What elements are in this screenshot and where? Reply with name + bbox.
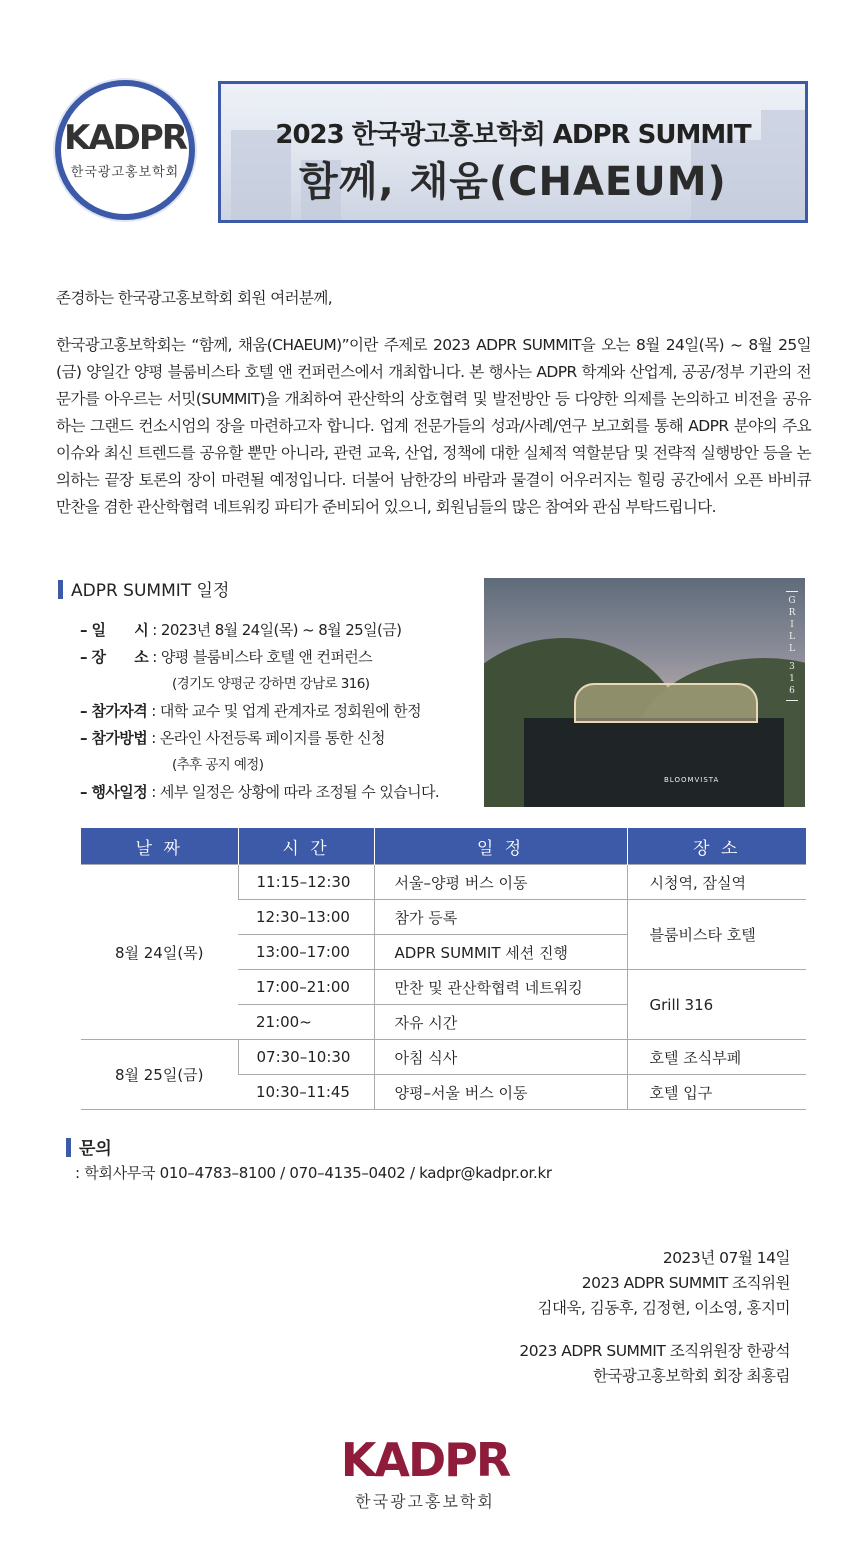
contact-heading: 문의	[66, 1134, 112, 1159]
signature-leaders	[519, 1339, 790, 1389]
venue-glass-pavilion	[574, 683, 758, 723]
committee-title: 2023 ADPR SUMMIT 조직위원	[581, 1274, 790, 1292]
event-title: 2023 한국광고홍보학회 ADPR SUMMIT	[275, 120, 751, 150]
header-time: 시 간	[238, 828, 374, 865]
table-row	[81, 865, 806, 900]
row-event: 서울–양평 버스 이동	[374, 865, 627, 900]
grill-sign: G R I L L 3 1 6	[785, 588, 799, 704]
row-time: 10:30–11:45	[238, 1075, 374, 1110]
row-place: Grill 316	[627, 970, 806, 1040]
row-event: 자유 시간	[374, 1005, 627, 1040]
row-time: 21:00~	[238, 1005, 374, 1040]
row-time: 11:15–12:30	[238, 865, 374, 900]
footer-logo-subtitle: 한국광고홍보학회	[355, 1492, 495, 1511]
contact-info: : 학회사무국 010–4783–8100 / 070–4135–0402 / kadpr@kadpr.or.kr	[75, 1164, 552, 1182]
logo-subtitle: 한국광고홍보학회	[70, 164, 180, 180]
row-event: ADPR SUMMIT 세션 진행	[374, 935, 627, 970]
kadpr-logo-badge	[55, 80, 195, 220]
greeting: 존경하는 한국광고홍보학회 회원 여러분께,	[56, 289, 333, 307]
row-time: 17:00–21:00	[238, 970, 374, 1005]
table-row	[81, 1040, 806, 1075]
heading-bar	[66, 1138, 71, 1157]
row-time: 13:00–17:00	[238, 935, 374, 970]
row-event: 참가 등록	[374, 900, 627, 935]
detail-date: – 일 시 : 2023년 8월 24일(목) ~ 8월 25일(금)	[80, 621, 402, 639]
detail-venue-address: (경기도 양평군 강하면 강남로 316)	[172, 676, 370, 692]
day1-date: 8월 24일(목)	[81, 865, 238, 1040]
schedule-table	[81, 828, 806, 1110]
row-event: 만찬 및 관산학협력 네트워킹	[374, 970, 627, 1005]
event-theme: 함께, 채움(CHAEUM)	[299, 159, 727, 205]
footer-logo-mark: KADPR	[340, 1433, 510, 1487]
signature-committee	[537, 1246, 790, 1321]
venue-building	[524, 718, 784, 807]
header-event: 일 정	[374, 828, 627, 865]
day2-date: 8월 25일(금)	[81, 1040, 238, 1110]
row-place: 블룸비스타 호텔	[627, 900, 806, 970]
event-details	[80, 617, 480, 806]
row-place: 호텔 조식부페	[627, 1040, 806, 1075]
row-event: 아침 식사	[374, 1040, 627, 1075]
footer-logo	[0, 1433, 850, 1512]
logo-mark: KADPR	[64, 117, 186, 158]
detail-venue: – 장 소 : 양평 블룸비스타 호텔 앤 컨퍼런스	[80, 648, 373, 666]
detail-registration-note: (추후 공지 예정)	[172, 757, 264, 773]
row-place: 호텔 입구	[627, 1075, 806, 1110]
row-time: 12:30–13:00	[238, 900, 374, 935]
heading-bar	[58, 580, 63, 599]
table-header-row	[81, 828, 806, 865]
intro-paragraph: 한국광고홍보학회는 “함께, 채움(CHAEUM)”이란 주제로 2023 ADPR SUMMIT을 오는 8월 24일(목) ~ 8월 25일(금) 양일간 양평 블룸비스타 호텔 앤 컨퍼런스에서 개최합니다. 본 행사는 ADPR 학계와 산업계, 공공/정부 기관의 전문가를 아우르는 서밋(SUMMIT)을 개최하여 관산학의 상호협력 및 발전방안 등 다양한 의제를 논의하고 비전을 공유하는 그랜드 컨소시엄의 장을 마련하고자 합니다. 업계 전문가들의 성과/사례/연구 보고회를 통해 ADPR 분야의 주요 이슈와 최신 트렌드를 공유할 뿐만 아니라, 관련 교육, 산업, 정책에 대한 실체적 역할분담 및 전략적 실행방안 등을 논의하는 끝장 토론의 장이 마련될 예정입니다. 더불어 남한강의 바람과 물결이 어우러지는 힐링 공간에서 오픈 바비큐 만찬을 겸한 관산학협력 네트워킹 파티가 준비되어 있으니, 회원님들의 많은 참여와 관심 부탁드립니다.	[56, 336, 811, 516]
header-place: 장 소	[627, 828, 806, 865]
letter-date: 2023년 07월 14일	[662, 1249, 790, 1267]
row-event: 양평–서울 버스 이동	[374, 1075, 627, 1110]
detail-eligibility: – 참가자격 : 대학 교수 및 업계 관계자로 정회원에 한정	[80, 702, 422, 720]
title-banner	[218, 81, 808, 223]
detail-registration: – 참가방법 : 온라인 사전등록 페이지를 통한 신청	[80, 729, 385, 747]
hotel-brand-mark: BLOOMVISTA	[664, 776, 720, 784]
committee-members: 김대욱, 김동후, 김정현, 이소영, 홍지미	[537, 1299, 790, 1317]
schedule-heading: ADPR SUMMIT 일정	[58, 576, 229, 601]
society-president: 한국광고홍보학회 회장 최홍림	[592, 1367, 790, 1385]
header-date: 날 짜	[81, 828, 238, 865]
detail-program-note: – 행사일정 : 세부 일정은 상황에 따라 조정될 수 있습니다.	[80, 783, 440, 801]
row-time: 07:30–10:30	[238, 1040, 374, 1075]
venue-photo	[484, 578, 805, 807]
committee-chair: 2023 ADPR SUMMIT 조직위원장 한광석	[519, 1342, 790, 1360]
row-place: 시청역, 잠실역	[627, 865, 806, 900]
